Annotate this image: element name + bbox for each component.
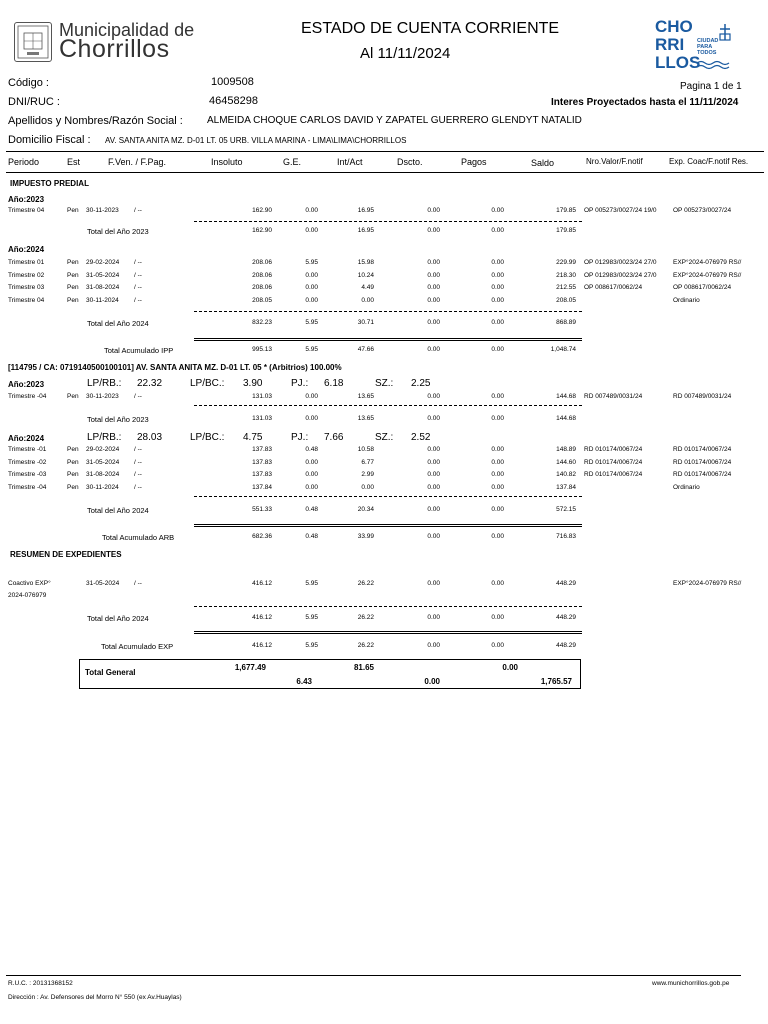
amount-cell: 15.98 (357, 259, 374, 266)
amount-cell: 218.30 (556, 271, 576, 279)
amount-cell: 0.00 (491, 393, 504, 400)
municipal-seal-logo (14, 22, 52, 62)
amount-cell: 0.00 (491, 296, 504, 304)
amount-cell: 416.12 (252, 580, 272, 587)
total-amount-cell: 682.36 (252, 533, 272, 540)
predial-acum-row (0, 344, 768, 356)
total-amount-cell: 0.00 (491, 642, 504, 649)
arb-2024-row (0, 482, 768, 494)
amount-cell: 0.00 (305, 284, 318, 291)
exp-coac-cell: EXP°2024-076979 RS// (673, 259, 742, 266)
amount-cell: 0.00 (491, 483, 504, 491)
amount-cell: 0.00 (491, 284, 504, 291)
period-cell: Trimestre 04 (8, 296, 45, 304)
exp-acum-rule (194, 631, 582, 634)
predial-2024-dash (194, 311, 582, 312)
total-amount-cell: 0.48 (305, 506, 318, 513)
arb-2023-pj-label: PJ.: (291, 378, 309, 389)
total-amount-cell: 1,048.74 (550, 346, 576, 353)
status-cell: Pen (67, 259, 79, 266)
total-amount-cell: 26.22 (357, 642, 374, 649)
exp-acum-row (0, 640, 768, 652)
amount-cell: 0.00 (427, 446, 440, 453)
status-cell: Pen (67, 483, 79, 491)
amount-cell: 0.00 (491, 471, 504, 478)
total-amount-cell: 0.00 (491, 227, 504, 234)
col-fven: F.Ven. / F.Pag. (108, 157, 167, 167)
total-amount-cell: 13.65 (357, 415, 374, 422)
exp-coac-cell: OP 008617/0062/24 (673, 284, 732, 291)
arb-2023-sz-label: SZ.: (375, 378, 394, 389)
predial-2023-dash (194, 221, 582, 222)
total-amount-cell: 179.85 (556, 227, 576, 234)
amount-cell: 0.00 (427, 259, 440, 266)
amount-cell: 26.22 (357, 580, 374, 587)
domicilio-label: Domicilio Fiscal : (8, 134, 91, 146)
pay-date-cell: / -- (134, 207, 142, 214)
document-date: Al 11/11/2024 (360, 45, 451, 62)
amount-cell: 0.00 (491, 458, 504, 466)
total-amount-cell: 26.22 (357, 614, 374, 621)
brand-line3: LLOS (655, 53, 701, 72)
total-general-label: Total General (85, 668, 136, 677)
total-amount-cell: 0.00 (305, 227, 318, 234)
exp-number-cell: 2024-076979 (8, 592, 47, 599)
due-date-cell: 30-11-2024 (86, 296, 119, 304)
amount-cell: 208.06 (252, 259, 272, 266)
due-date-cell: 31-05-2024 (86, 458, 120, 466)
arb-2024-lpbc: 4.75 (243, 432, 263, 443)
total-amount-cell: 416.12 (252, 642, 272, 649)
predial-section-title: IMPUESTO PREDIAL (10, 179, 89, 188)
document-title: ESTADO DE CUENTA CORRIENTE (301, 20, 560, 37)
amount-cell: 0.00 (427, 580, 440, 587)
amount-cell: 0.00 (427, 471, 440, 478)
amount-cell: 137.84 (252, 483, 272, 491)
total-label: Total del Año 2024 (87, 319, 149, 328)
total-label: Total del Año 2023 (87, 227, 149, 236)
arb-2024-lprb: 28.03 (137, 432, 163, 443)
dni-label: DNI/RUC : (8, 96, 60, 108)
pay-date-cell: / -- (134, 296, 142, 304)
arb-2023-dash (194, 405, 582, 406)
status-cell: Pen (67, 471, 79, 478)
pay-date-cell: / -- (134, 580, 142, 587)
status-cell: Pen (67, 296, 79, 304)
total-amount-cell: 0.00 (491, 415, 504, 422)
amount-cell: 4.49 (361, 284, 374, 291)
pay-date-cell: / -- (134, 284, 142, 291)
arb-acum-row (0, 531, 768, 543)
arb-2023-row (0, 391, 768, 403)
total-general-pagos: 0.00 (502, 663, 518, 672)
total-amount-cell: 716.83 (556, 533, 576, 540)
arb-2024-row (0, 469, 768, 481)
amount-cell: 144.60 (556, 458, 576, 466)
amount-cell: 0.00 (427, 284, 440, 291)
total-amount-cell: 30.71 (357, 319, 374, 326)
predial-2024-total-row (0, 317, 768, 329)
amount-cell: 140.82 (556, 471, 576, 478)
predial-acum-rule (194, 338, 582, 341)
total-amount-cell: 0.00 (427, 533, 440, 540)
nombre-label: Apellidos y Nombres/Razón Social : (8, 115, 183, 127)
amount-cell: 131.03 (252, 393, 272, 400)
col-insoluto: Insoluto (211, 157, 243, 167)
amount-cell: 5.95 (305, 259, 318, 266)
total-general-insoluto: 1,677.49 (234, 663, 266, 672)
amount-cell: 0.00 (427, 458, 440, 466)
amount-cell: 137.84 (556, 483, 576, 491)
arbitrios-header: [114795 / CA: 0719140500100101] AV. SANTA ANITA MZ. D-01 LT. 05 * (Arbitrios) 100.00% (8, 363, 342, 372)
amount-cell: 148.89 (556, 446, 576, 453)
due-date-cell: 31-05-2024 (86, 580, 120, 587)
due-date-cell: 31-05-2024 (86, 271, 120, 279)
amount-cell: 0.00 (427, 483, 440, 491)
total-amount-cell: 0.00 (427, 319, 440, 326)
total-amount-cell: 0.00 (427, 506, 440, 513)
amount-cell: 0.00 (491, 580, 504, 587)
page-number: Pagina 1 de 1 (680, 81, 742, 92)
arb-2024-sz: 2.52 (411, 432, 431, 443)
status-cell: Pen (67, 393, 79, 400)
period-cell: Trimestre -03 (8, 471, 47, 478)
total-amount-cell: 131.03 (252, 415, 272, 422)
col-dscto: Dscto. (397, 157, 423, 167)
period-cell: Trimestre 01 (8, 259, 45, 266)
total-amount-cell: 0.00 (427, 642, 440, 649)
amount-cell: 0.00 (427, 271, 440, 279)
arb-2024-sz-label: SZ.: (375, 432, 394, 443)
total-amount-cell: 0.00 (491, 346, 504, 353)
footer-direccion: Dirección : Av. Defensores del Morro N° 550 (ex Av.Huaylas) (8, 994, 182, 1001)
amount-cell: 0.00 (305, 271, 318, 279)
total-amount-cell: 448.29 (556, 614, 576, 621)
total-amount-cell: 162.90 (252, 227, 272, 234)
col-pagos: Pagos (461, 157, 487, 167)
amount-cell: 208.06 (252, 284, 272, 291)
arb-2023-lprb-label: LP/RB.: (87, 378, 122, 389)
brand-wave-icon (697, 60, 731, 70)
total-general-int: 81.65 (353, 663, 374, 672)
arb-2024-lprb-label: LP/RB.: (87, 432, 122, 443)
valor-cell: RD 010174/0067/24 (584, 471, 643, 478)
exp-coac-cell: RD 010174/0067/24 (673, 458, 732, 466)
exp-coac-cell: OP 005273/0027/24 (673, 207, 732, 214)
total-amount-cell: 0.00 (427, 227, 440, 234)
col-est: Est (67, 157, 81, 167)
footer-rule (6, 975, 741, 976)
amount-cell: 137.83 (252, 471, 272, 478)
amount-cell: 16.95 (357, 207, 374, 214)
total-amount-cell: 16.95 (357, 227, 374, 234)
period-cell: Trimestre 02 (8, 271, 45, 279)
col-nro-valor: Nro.Valor/F.notif (586, 157, 643, 166)
arb-2023-lpbc-label: LP/BC.: (190, 378, 225, 389)
codigo-label: Código : (8, 77, 49, 89)
total-amount-cell: 448.29 (556, 642, 576, 649)
exp-coac-cell: Ordinario (673, 483, 700, 491)
arb-2024-row (0, 444, 768, 456)
exp-coac-cell: RD 010174/0067/24 (673, 471, 732, 478)
amount-cell: 0.00 (361, 296, 374, 304)
status-cell: Pen (67, 458, 79, 466)
arb-acum-rule (194, 524, 582, 527)
amount-cell: 208.05 (252, 296, 272, 304)
valor-cell: OP 012983/0023/24 27/0 (584, 271, 657, 279)
amount-cell: 10.24 (357, 271, 374, 279)
due-date-cell: 30-11-2023 (86, 393, 119, 400)
amount-cell: 0.00 (305, 207, 318, 214)
amount-cell: 0.00 (491, 259, 504, 266)
due-date-cell: 30-11-2023 (86, 207, 119, 214)
footer-website: www.munichorrillos.gob.pe (652, 980, 730, 987)
amount-cell: 137.83 (252, 446, 272, 453)
period-cell: Trimestre 04 (8, 207, 45, 214)
valor-cell: OP 005273/0027/24 19/0 (584, 207, 657, 214)
predial-2024-row (0, 257, 768, 269)
arb-2024-pj: 7.66 (324, 432, 344, 443)
total-label: Total Acumulado EXP (101, 642, 174, 651)
arb-2023-total-row (0, 413, 768, 425)
nombre-value: ALMEIDA CHOQUE CARLOS DAVID Y ZAPATEL GUERRERO GLENDYT NATALID (207, 115, 582, 126)
brand-line1: CHO (655, 17, 693, 36)
amount-cell: 13.65 (357, 393, 374, 400)
status-cell: Pen (67, 271, 79, 279)
amount-cell: 229.99 (556, 259, 576, 266)
total-amount-cell: 0.00 (427, 415, 440, 422)
pay-date-cell: / -- (134, 271, 142, 279)
total-amount-cell: 0.00 (491, 614, 504, 621)
due-date-cell: 31-08-2024 (86, 471, 120, 478)
amount-cell: 5.95 (305, 580, 318, 587)
col-ge: G.E. (283, 157, 302, 167)
due-date-cell: 31-08-2024 (86, 284, 120, 291)
header-rule-top (6, 151, 764, 152)
col-int: Int/Act (337, 157, 363, 167)
header-rule-bottom (6, 172, 764, 173)
amount-cell: 0.00 (305, 296, 318, 304)
amount-cell: 2.99 (361, 471, 374, 478)
predial-2024-row (0, 295, 768, 307)
amount-cell: 144.68 (556, 393, 576, 400)
arb-2023-lpbc: 3.90 (243, 378, 263, 389)
arb-2023-label: Año:2023 (8, 380, 45, 389)
pay-date-cell: / -- (134, 259, 142, 266)
total-amount-cell: 0.00 (491, 506, 504, 513)
pay-date-cell: / -- (134, 393, 142, 400)
amount-cell: 0.00 (491, 207, 504, 214)
total-label: Total del Año 2023 (87, 415, 149, 424)
status-cell: Pen (67, 284, 79, 291)
expedientes-section-title: RESUMEN DE EXPEDIENTES (10, 550, 122, 559)
status-cell: Pen (67, 207, 79, 214)
total-amount-cell: 5.95 (305, 642, 318, 649)
total-amount-cell: 5.95 (305, 319, 318, 326)
predial-2023-total-row (0, 225, 768, 237)
total-label: Total del Año 2024 (87, 614, 149, 623)
amount-cell: 0.00 (427, 296, 440, 304)
valor-cell: OP 008617/0062/24 (584, 284, 643, 291)
interest-note: Interes Proyectados hasta el 11/11/2024 (551, 97, 739, 108)
total-general-dscto: 0.00 (424, 677, 440, 686)
period-cell: Trimestre -04 (8, 393, 47, 400)
total-amount-cell: 5.95 (305, 346, 318, 353)
due-date-cell: 29-02-2024 (86, 259, 120, 266)
exp-dash (194, 606, 582, 607)
footer-ruc: R.U.C. : 20131368152 (8, 980, 73, 987)
total-amount-cell: 0.00 (491, 319, 504, 326)
arb-2023-sz: 2.25 (411, 378, 431, 389)
col-periodo: Periodo (8, 157, 40, 167)
chorrillos-brand-logo (655, 18, 735, 78)
total-amount-cell: 20.34 (357, 506, 374, 513)
predial-2024-row (0, 270, 768, 282)
amount-cell: 0.00 (491, 446, 504, 453)
total-amount-cell: 5.95 (305, 614, 318, 621)
predial-2024-label: Año:2024 (8, 245, 45, 254)
exp-coac-cell: RD 007489/0031/24 (673, 393, 732, 400)
predial-2023-row (0, 205, 768, 217)
total-amount-cell: 144.68 (556, 415, 576, 422)
total-label: Total del Año 2024 (87, 506, 149, 515)
amount-cell: 0.00 (491, 271, 504, 279)
amount-cell: 162.90 (252, 207, 272, 214)
exp-coac-cell: RD 010174/0067/24 (673, 446, 732, 453)
amount-cell: 212.55 (556, 284, 576, 291)
dni-value: 46458298 (209, 95, 258, 107)
predial-2023-label: Año:2023 (8, 195, 45, 204)
arb-2023-pj: 6.18 (324, 378, 344, 389)
amount-cell: 10.58 (357, 446, 374, 453)
total-amount-cell: 551.33 (252, 506, 272, 513)
municipality-name-line1: Municipalidad de (59, 20, 195, 40)
arb-2023-lprb: 22.32 (137, 378, 163, 389)
amount-cell: 208.05 (556, 296, 576, 304)
amount-cell: 0.00 (305, 471, 318, 478)
expediente-row (0, 578, 768, 599)
codigo-value: 1009508 (211, 76, 254, 88)
domicilio-value: AV. SANTA ANITA MZ. D-01 LT. 05 URB. VILLA MARINA - LIMA\LIMA\CHORRILLOS (105, 136, 407, 145)
pay-date-cell: / -- (134, 471, 142, 478)
due-date-cell: 30-11-2024 (86, 483, 119, 491)
period-cell: Trimestre -01 (8, 446, 47, 453)
brand-tag2: PARA (697, 44, 713, 50)
pay-date-cell: / -- (134, 483, 142, 491)
amount-cell: 137.83 (252, 458, 272, 466)
total-amount-cell: 33.99 (357, 533, 374, 540)
amount-cell: 208.06 (252, 271, 272, 279)
amount-cell: 0.00 (305, 483, 318, 491)
amount-cell: 0.00 (305, 458, 318, 466)
municipality-name-line2: Chorrillos (59, 35, 170, 63)
col-exp-coac: Exp. Coac/F.notif Res. (669, 157, 749, 166)
amount-cell: 0.48 (305, 446, 318, 453)
total-amount-cell: 47.66 (357, 346, 374, 353)
total-amount-cell: 832.23 (252, 319, 272, 326)
amount-cell: 0.00 (361, 483, 374, 491)
period-cell: Trimestre -02 (8, 458, 47, 466)
valor-cell: RD 010174/0067/24 (584, 446, 643, 453)
brand-line2: RRI (655, 35, 685, 54)
exp-total-row (0, 612, 768, 624)
total-amount-cell: 0.00 (491, 533, 504, 540)
total-amount-cell: 572.15 (556, 506, 576, 513)
col-saldo: Saldo (531, 158, 555, 168)
valor-cell: RD 010174/0067/24 (584, 458, 643, 466)
arb-2024-pj-label: PJ.: (291, 432, 309, 443)
period-cell: Trimestre 03 (8, 284, 45, 291)
exp-coac-cell: Ordinario (673, 296, 700, 304)
period-cell: Trimestre -04 (8, 483, 47, 491)
total-label: Total Acumulado ARB (102, 533, 175, 542)
exp-coac-cell: EXP°2024-076979 RS// (673, 580, 742, 587)
valor-cell: OP 012983/0023/24 27/0 (584, 259, 657, 266)
total-general-saldo: 1,765.57 (540, 677, 572, 686)
arb-2024-label: Año:2024 (8, 434, 45, 443)
due-date-cell: 29-02-2024 (86, 446, 120, 453)
predial-2024-row (0, 282, 768, 294)
amount-cell: 448.29 (556, 580, 576, 587)
amount-cell: 6.77 (361, 458, 374, 466)
exp-type-cell: Coactivo EXP° (8, 580, 51, 587)
brand-tag3: TODOS (697, 50, 717, 56)
valor-cell: RD 007489/0031/24 (584, 393, 643, 400)
arb-2024-dash (194, 496, 582, 497)
total-amount-cell: 995.13 (252, 346, 272, 353)
pay-date-cell: / -- (134, 458, 142, 466)
status-cell: Pen (67, 446, 79, 453)
total-amount-cell: 0.48 (305, 533, 318, 540)
brand-tag1: CIUDAD (697, 38, 719, 44)
total-amount-cell: 0.00 (427, 614, 440, 621)
arb-2024-lpbc-label: LP/BC.: (190, 432, 225, 443)
total-amount-cell: 0.00 (305, 415, 318, 422)
amount-cell: 0.00 (305, 393, 318, 400)
arb-2024-total-row (0, 504, 768, 516)
brand-emblem-icon (717, 22, 733, 42)
total-amount-cell: 0.00 (427, 346, 440, 353)
exp-coac-cell: EXP°2024-076979 RS// (673, 271, 742, 279)
arb-2024-row (0, 457, 768, 469)
amount-cell: 179.85 (556, 207, 576, 214)
total-general-ge: 6.43 (296, 677, 312, 686)
total-amount-cell: 868.89 (556, 319, 576, 326)
total-label: Total Acumulado IPP (104, 346, 174, 355)
pay-date-cell: / -- (134, 446, 142, 453)
amount-cell: 0.00 (427, 393, 440, 400)
total-amount-cell: 416.12 (252, 614, 272, 621)
amount-cell: 0.00 (427, 207, 440, 214)
